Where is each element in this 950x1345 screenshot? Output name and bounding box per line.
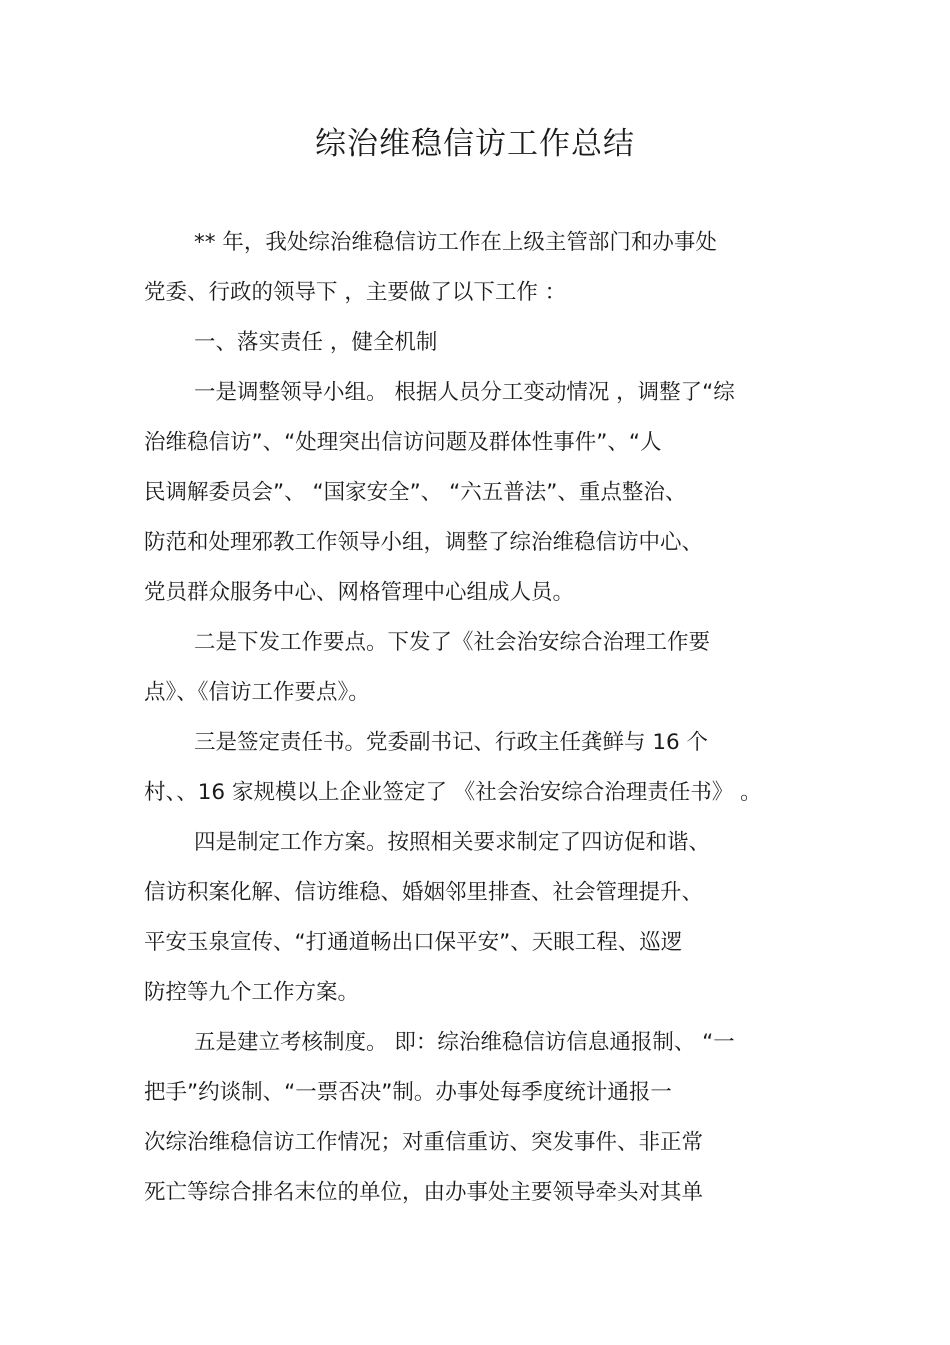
text-line: 党员群众服务中心、网格管理中心组成人员。 — [144, 580, 575, 605]
text-line: 把手”约谈制、“一票否决”制。办事处每季度统计通报一 — [144, 1080, 672, 1105]
text-line: 二是下发工作要点。下发了《社会治安综合治理工作要 — [194, 630, 711, 655]
text-line: 防范和处理邪教工作领导小组，调整了综治维稳信访中心、 — [144, 530, 704, 555]
text-line: ** 年，我处综治维稳信访工作在上级主管部门和办事处 — [194, 230, 717, 255]
text-line: 点》、《信访工作要点》。 — [144, 680, 370, 705]
text-line: 一、落实责任 ，健全机制 — [194, 330, 438, 355]
text-line: 防控等九个工作方案。 — [144, 980, 360, 1005]
text-line: 村、、16 家规模以上企业签定了 《社会治安综合治理责任书》 。 — [144, 780, 762, 805]
document-title: 综治维稳信访工作总结 — [315, 126, 635, 162]
text-line: 一是调整领导小组。 根据人员分工变动情况 ，调整了“综 — [194, 380, 735, 405]
text-line: 治维稳信访”、“处理突出信访问题及群体性事件”、“人 — [144, 430, 662, 455]
text-line: 信访积案化解、信访维稳、婚姻邻里排查、社会管理提升、 — [144, 880, 704, 905]
text-line: 死亡等综合排名末位的单位，由办事处主要领导牵头对其单 — [144, 1180, 704, 1205]
text-line: 平安玉泉宣传、“打通道畅出口保平安”、天眼工程、巡逻 — [144, 930, 683, 955]
text-line: 三是签定责任书。党委副书记、行政主任龚鲜与 16 个 — [194, 730, 709, 755]
document-body — [144, 218, 824, 1218]
text-line: 五是建立考核制度。 即：综治维稳信访信息通报制、 “一 — [194, 1030, 735, 1055]
text-line: 党委、行政的领导下 ，主要做了以下工作 ： — [144, 280, 567, 305]
text-line: 四是制定工作方案。按照相关要求制定了四访促和谐、 — [194, 830, 711, 855]
text-line: 民调解委员会”、 “国家安全”、 “六五普法”、重点整治、 — [144, 480, 687, 505]
text-line: 次综治维稳信访工作情况；对重信重访、突发事件、非正常 — [144, 1130, 704, 1155]
